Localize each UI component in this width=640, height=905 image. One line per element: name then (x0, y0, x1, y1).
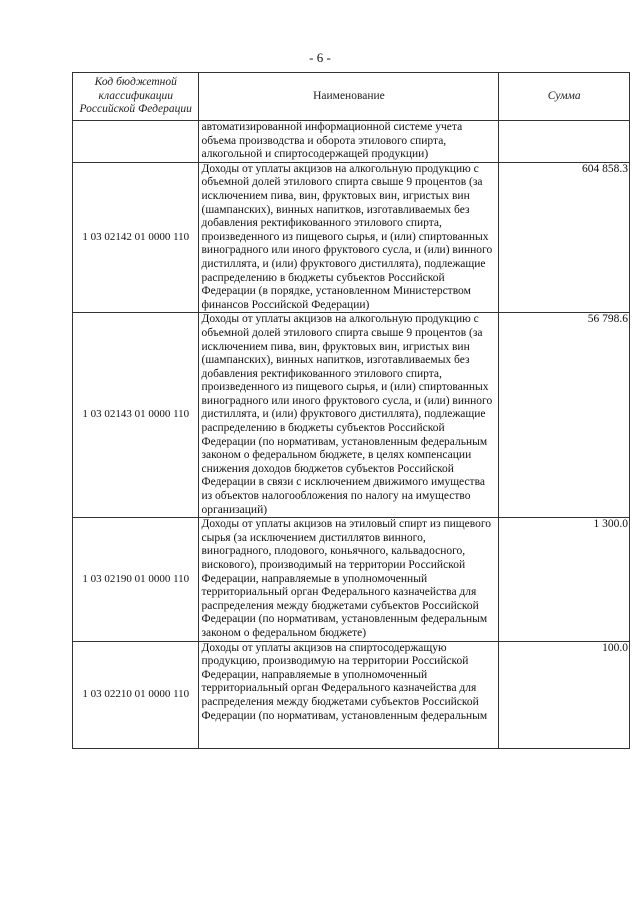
row-sum (499, 121, 630, 163)
row-name-text: Доходы от уплаты акцизов на спиртосодержащую продукцию, производимую на территории Российской Федерации, направляемые в уполномоченный территориальный орган Федерального казначейства для распределения между бюджетами субъектов Российской Федерации (по нормативам, установленным федеральным (201, 641, 488, 722)
table-row (73, 121, 630, 163)
header-sum: Сумма (499, 73, 630, 121)
row-sum: 1 300.0 (499, 518, 630, 641)
table-header-row (73, 73, 630, 121)
table-row (73, 518, 630, 641)
table-row (73, 313, 630, 518)
row-code: 1 03 02210 01 0000 110 (73, 641, 199, 748)
row-name: Доходы от уплаты акцизов на этиловый спирт из пищевого сырья (за исключением дистиллятов винного, виноградного, плодового, коньячного, кальвадосного, вискового), производимый на территории Российской Федерации, направляемые в уполномоченный территориальный орган Федерального казначейства для распределения между бюджетами субъектов Российской Федерации (по нормативам, установленным федеральным законом о федеральном бюджете) (199, 518, 499, 641)
header-name: Наименование (199, 73, 499, 121)
row-name: автоматизированной информационной системе учета объема производства и оборота этилового спирта, алкогольной и спиртосодержащей продукции) (199, 121, 499, 163)
row-name: Доходы от уплаты акцизов на алкогольную продукцию с объемной долей этилового спирта свыше 9 процентов (за исключением пива, вин, фруктовых вин, игристых вин (шампанских), винных напитков, изготавливаемых без добавления ректификованного этилового спирта, произведенного из пищевого сырья, и (или) спиртованных виноградного или иного фруктового сусла, и (или) винного дистиллята, и (или) фруктового дистиллята), подлежащие распределению в бюджеты субъектов Российской Федерации (в порядке, установленном Министерством финансов Российской Федерации) (199, 162, 499, 313)
row-code: 1 03 02143 01 0000 110 (73, 313, 199, 518)
row-code: 1 03 02142 01 0000 110 (73, 162, 199, 313)
row-sum: 100.0 (499, 641, 630, 748)
page-number: - 6 - (309, 50, 331, 65)
table-row (73, 641, 630, 748)
row-sum: 604 858.3 (499, 162, 630, 313)
row-name: Доходы от уплаты акцизов на алкогольную продукцию с объемной долей этилового спирта свыше 9 процентов (за исключением пива, вин, фруктовых вин, игристых вин (шампанских), винных напитков, изготавливаемых без добавления ректификованного этилового спирта, произведенного из пищевого сырья, и (или) спиртованных виноградного или иного фруктового сусла, и (или) винного дистиллята, и (или) фруктового дистиллята), подлежащие распределению в бюджеты субъектов Российской Федерации (по нормативам, установленным федеральным законом о федеральном бюджете, в целях компенсации снижения доходов бюджетов субъектов Российской Федерации в связи с исключением движимого имущества из объектов налогообложения по налогу на имущество организаций) (199, 313, 499, 518)
budget-table (72, 72, 630, 749)
row-name (199, 641, 499, 748)
row-sum: 56 798.6 (499, 313, 630, 518)
table-row (73, 162, 630, 313)
row-code: 1 03 02190 01 0000 110 (73, 518, 199, 641)
row-code (73, 121, 199, 163)
header-code: Код бюджетной классификации Российской Федерации (73, 73, 199, 121)
